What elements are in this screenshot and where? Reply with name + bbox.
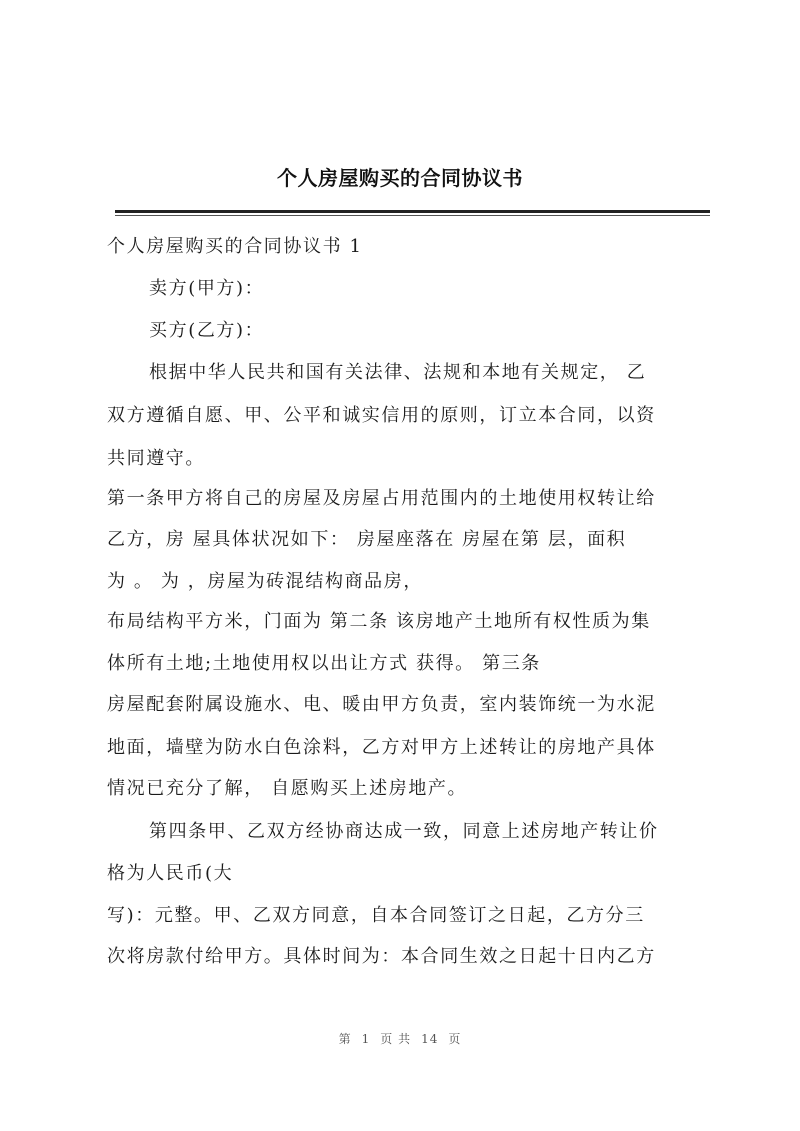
footer-total-pages: 14 bbox=[421, 1032, 439, 1046]
seller-line: 卖方(甲方)： bbox=[149, 278, 265, 299]
document-title: 个人房屋购买的合同协议书 bbox=[277, 166, 523, 190]
body-line: 第一条甲方将自己的房屋及房屋占用范围内的土地使用权转让给 bbox=[107, 488, 656, 509]
body-line: 布局结构平方米，门面为 第二条 该房地产土地所有权性质为集 bbox=[107, 611, 651, 632]
body-line: 体所有土地;土地使用权以出让方式 获得。 第三条 bbox=[107, 653, 541, 674]
body-line: 次将房款付给甲方。具体时间为：本合同生效之日起十日内乙方 bbox=[107, 946, 656, 967]
body-line: 乙方，房 屋具体状况如下： 房屋座落在 房屋在第 层，面积 bbox=[107, 529, 627, 550]
body-line: 为 。 为 ，房屋为砖混结构商品房， bbox=[107, 571, 423, 592]
footer-page-prefix: 第 bbox=[338, 1032, 352, 1046]
section-heading: 个人房屋购买的合同协议书 1 bbox=[107, 236, 363, 257]
body-line: 格为人民币(大 bbox=[107, 863, 234, 884]
body-line: 房屋配套附属设施水、电、暖由甲方负责，室内装饰统一为水泥 bbox=[107, 694, 656, 715]
body-line: 写)：元整。甲、乙双方同意，自本合同签订之日起，乙方分三 bbox=[107, 905, 645, 926]
body-line: 地面，墙壁为防水白色涂料，乙方对甲方上述转让的房地产具体 bbox=[107, 737, 656, 758]
body-line: 情况已充分了解， 自愿购买上述房地产。 bbox=[107, 778, 468, 799]
footer-page-number: 1 bbox=[361, 1032, 371, 1046]
buyer-line: 买方(乙方)： bbox=[149, 320, 265, 341]
body-line: 根据中华人民共和国有关法律、法规和本地有关规定， 乙 bbox=[149, 362, 647, 383]
footer-page-middle: 页 共 bbox=[380, 1032, 412, 1046]
title-divider-thick bbox=[115, 210, 710, 213]
body-line: 共同遵守。 bbox=[107, 448, 205, 469]
title-divider-thin bbox=[115, 215, 710, 216]
body-line: 双方遵循自愿、甲、公平和诚实信用的原则，订立本合同，以资 bbox=[107, 405, 656, 426]
footer-page-suffix: 页 bbox=[448, 1032, 462, 1046]
page-footer bbox=[0, 1030, 800, 1047]
body-line: 第四条甲、乙双方经协商达成一致，同意上述房地产转让价 bbox=[149, 821, 659, 842]
